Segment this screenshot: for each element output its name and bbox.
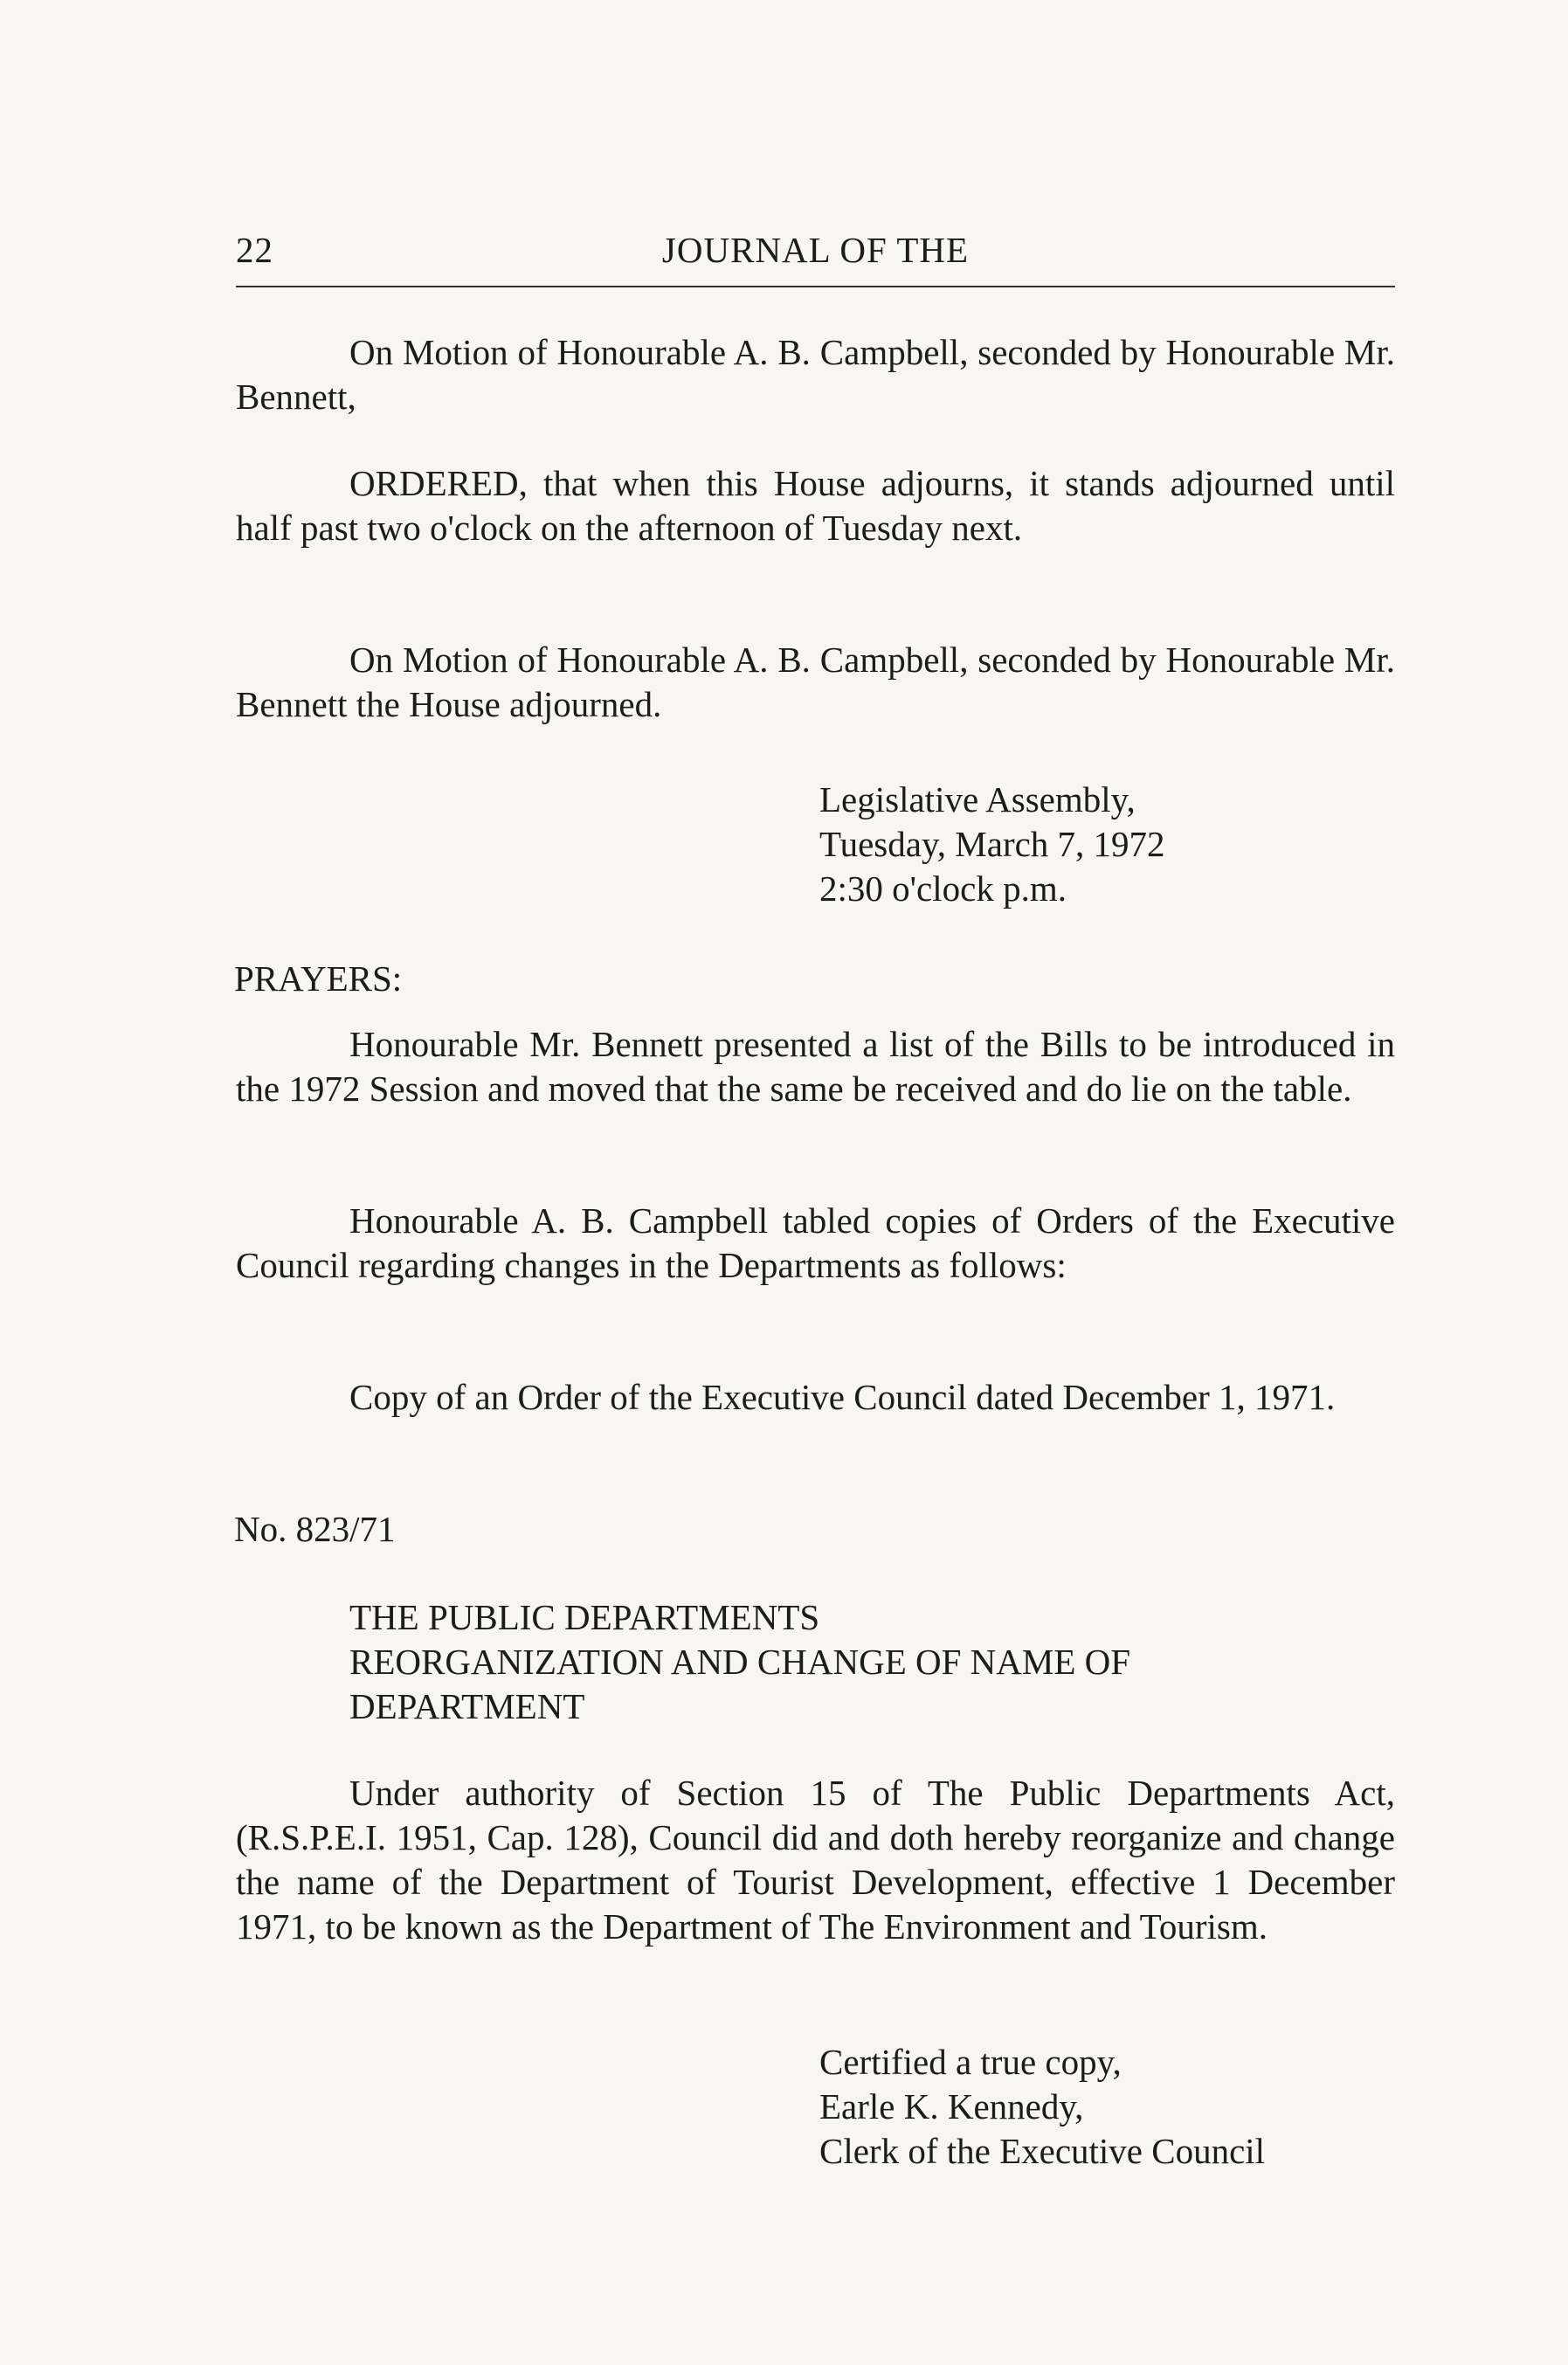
order-body-paragraph: Under authority of Section 15 of The Public Departments Act, (R.S.P.E.I. 1951, Cap. 128), Council did and doth hereby reorganize and change the name of the Department of Tourist Development, effective 1 December 1971, to be known as the Department of The Environment and Tourism.	[236, 1773, 1395, 1947]
dateline-assembly: Legislative Assembly,	[819, 779, 1136, 819]
page-number: 22	[236, 230, 273, 270]
order-title-line1: THE PUBLIC DEPARTMENTS	[349, 1597, 820, 1637]
order-title	[349, 1595, 1130, 1729]
dateline	[819, 778, 1165, 911]
certifier-name: Earle K. Kennedy,	[819, 2086, 1084, 2126]
motion-adjourned-paragraph: On Motion of Honourable A. B. Campbell, seconded by Honourable Mr. Bennett the House adjourned.	[236, 640, 1395, 724]
dateline-date: Tuesday, March 7, 1972	[819, 824, 1165, 864]
prayers-heading: PRAYERS:	[234, 958, 403, 999]
motion-adjourn-time-paragraph: On Motion of Honourable A. B. Campbell, seconded by Honourable Mr. Bennett,	[236, 332, 1395, 417]
dateline-time: 2:30 o'clock p.m.	[819, 868, 1067, 909]
ordered-paragraph: ORDERED, that when this House adjourns, it stands adjourned until half past two o'clock on the afternoon of Tuesday next.	[236, 463, 1395, 548]
order-title-line2: REORGANIZATION AND CHANGE OF NAME OF	[349, 1642, 1131, 1682]
page-header	[236, 229, 1395, 281]
bills-list-paragraph: Honourable Mr. Bennett presented a list of the Bills to be introduced in the 1972 Session and moved that the same be received and do lie on the table.	[236, 1024, 1395, 1109]
header-rule	[236, 286, 1395, 287]
running-title: JOURNAL OF THE	[661, 230, 970, 270]
certification-line: Certified a true copy,	[819, 2042, 1122, 2082]
orders-tabled-paragraph: Honourable A. B. Campbell tabled copies of Orders of the Executive Council regarding changes in the Departments as follows:	[236, 1200, 1395, 1285]
certification-block	[819, 2040, 1265, 2174]
order-copy-paragraph: Copy of an Order of the Executive Council dated December 1, 1971.	[349, 1377, 1336, 1417]
order-title-line3: DEPARTMENT	[349, 1686, 585, 1726]
order-number: No. 823/71	[234, 1509, 396, 1549]
certifier-title: Clerk of the Executive Council	[819, 2131, 1266, 2171]
